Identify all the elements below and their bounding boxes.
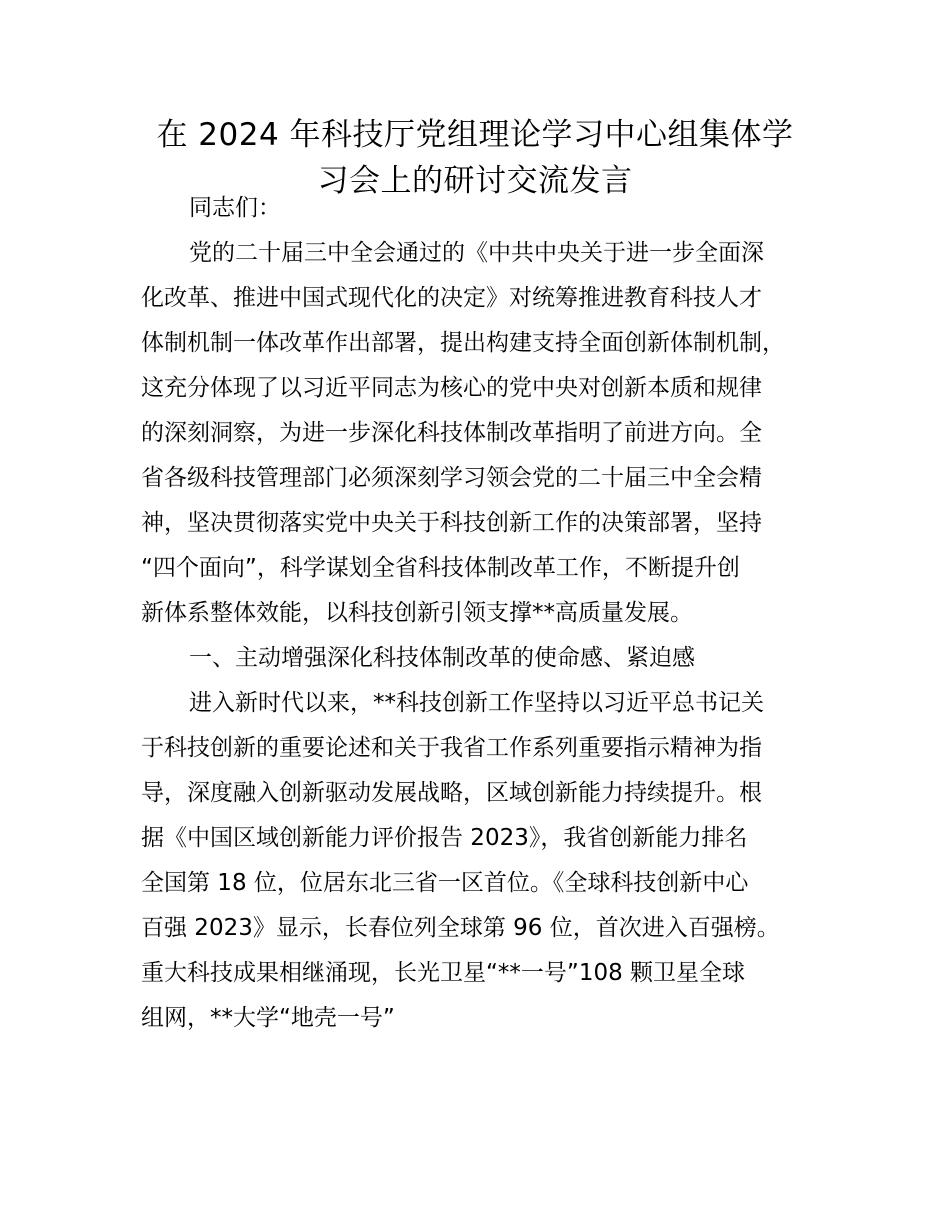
- title-line-1: 在 2024 年科技厅党组理论学习中心组集体学: [156, 117, 794, 153]
- paragraph-line: “四个面向”，科学谋划全省科技体制改革工作，不断提升创: [141, 555, 740, 581]
- paragraph-2: [141, 681, 841, 1041]
- paragraph-line: 体制机制一体改革作出部署，提出构建支持全面创新体制机制，: [141, 330, 785, 356]
- paragraph-line: 这充分体现了以习近平同志为核心的党中央对创新本质和规律: [141, 375, 762, 401]
- section-heading-1: [141, 636, 841, 681]
- salutation: [141, 186, 841, 231]
- document-body: [141, 186, 841, 1041]
- paragraph-line: 进入新时代以来，**科技创新工作坚持以习近平总书记关: [189, 690, 764, 716]
- paragraph-1: [141, 231, 841, 636]
- paragraph-line: 省各级科技管理部门必须深刻学习领会党的二十届三中全会精: [141, 465, 762, 491]
- paragraph-line: 重大科技成果相继涌现，长光卫星“**一号”108 颗卫星全球: [141, 960, 746, 986]
- paragraph-line: 于科技创新的重要论述和关于我省工作系列重要指示精神为指: [141, 735, 762, 761]
- section-heading-text: 一、主动增强深化科技体制改革的使命感、紧迫感: [189, 645, 695, 671]
- paragraph-line: 神，坚决贯彻落实党中央关于科技创新工作的决策部署，坚持: [141, 510, 762, 536]
- paragraph-line: 化改革、推进中国式现代化的决定》对统筹推进教育科技人才: [141, 285, 762, 311]
- paragraph-line: 组网，**大学“地壳一号”: [141, 1005, 395, 1031]
- paragraph-line: 百强 2023》显示，长春位列全球第 96 位，首次进入百强榜。: [141, 915, 780, 941]
- paragraph-line: 党的二十届三中全会通过的《中共中央关于进一步全面深: [189, 240, 764, 266]
- paragraph-line: 的深刻洞察，为进一步深化科技体制改革指明了前进方向。全: [141, 420, 762, 446]
- paragraph-line: 据《中国区域创新能力评价报告 2023》，我省创新能力排名: [141, 825, 748, 851]
- title-line-2: 习会上的研讨交流发言: [317, 163, 633, 199]
- salutation-text: 同志们：: [189, 195, 281, 221]
- paragraph-line: 全国第 18 位，位居东北三省一区首位。《全球科技创新中心: [141, 870, 749, 896]
- paragraph-line: 导，深度融入创新驱动发展战略，区域创新能力持续提升。根: [141, 780, 762, 806]
- paragraph-line: 新体系整体效能，以科技创新引领支撑**高质量发展。: [141, 600, 693, 626]
